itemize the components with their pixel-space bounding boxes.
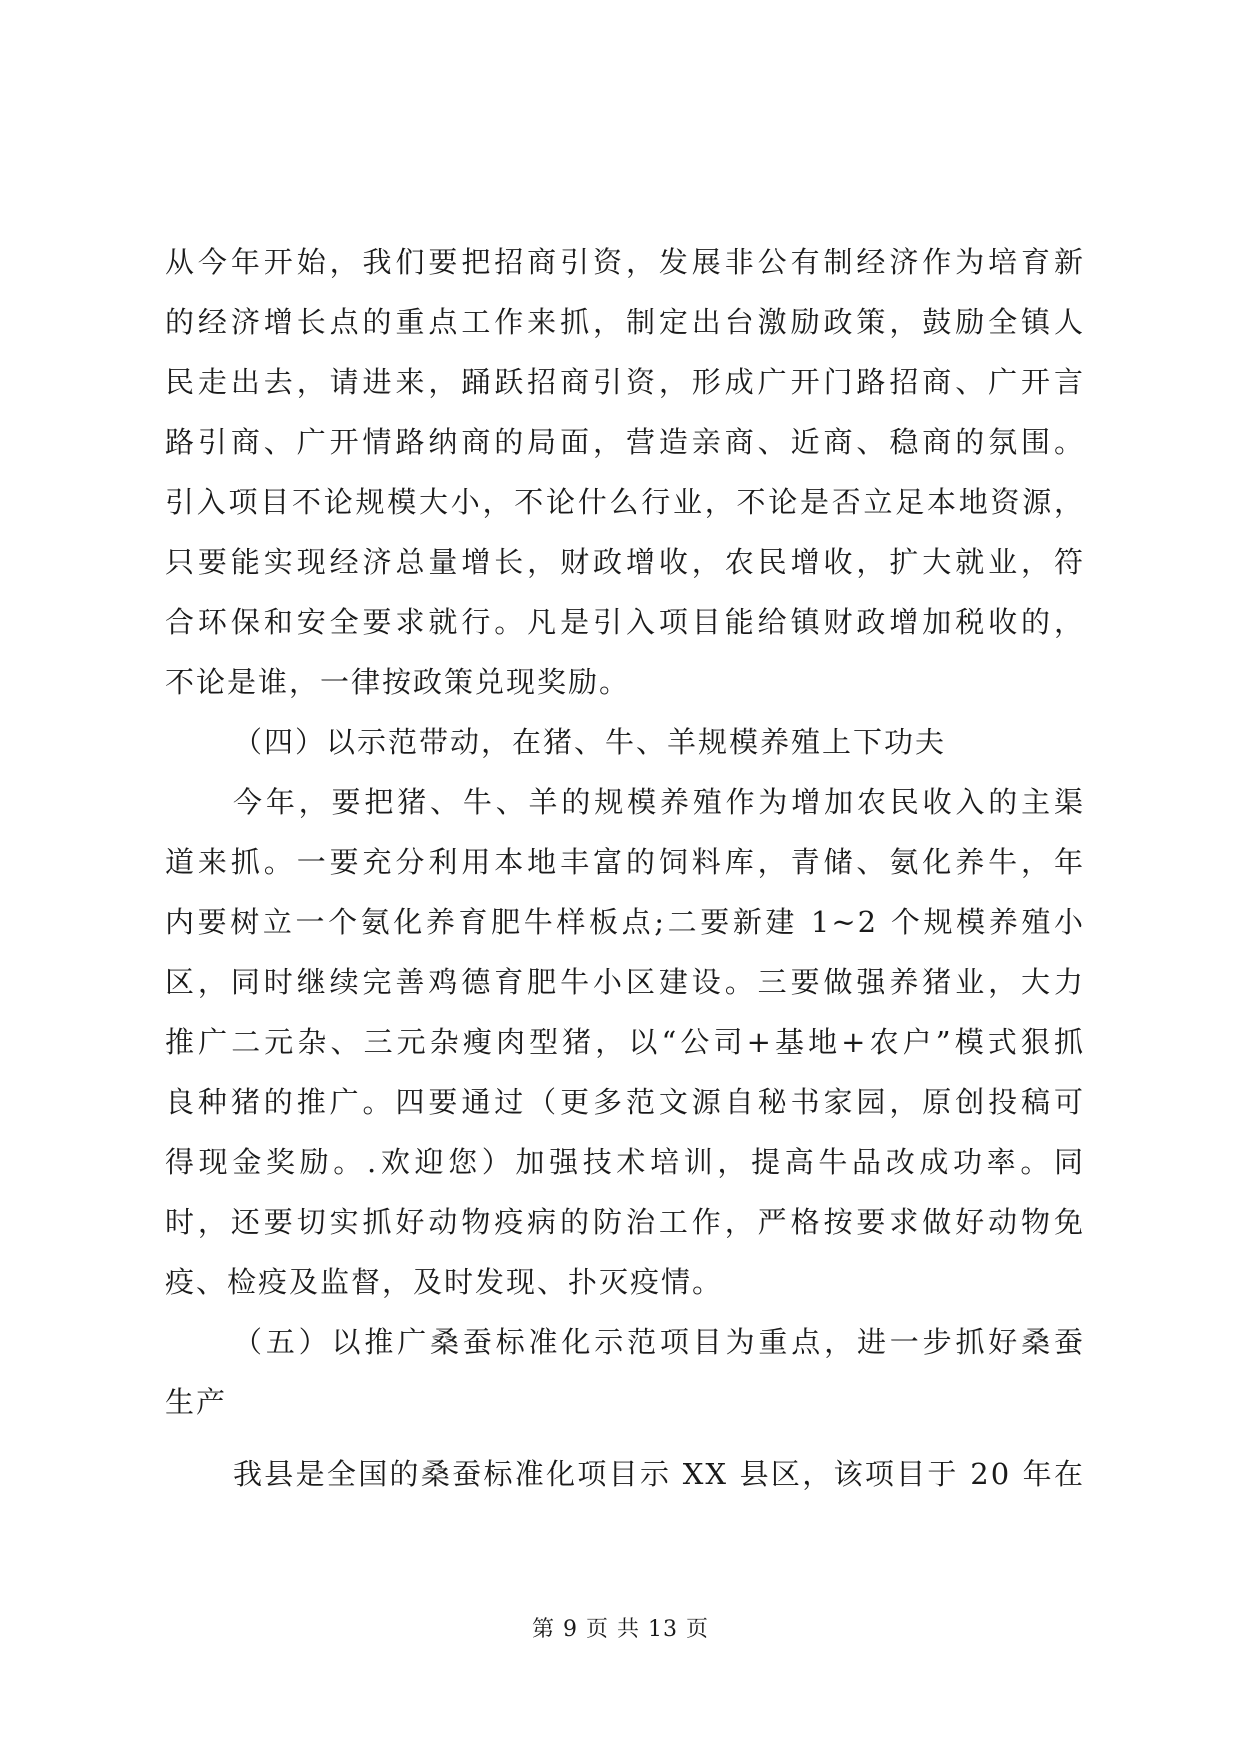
text-line: 内要树立一个氨化养育肥牛样板点;二要新建 1~2 个规模养殖小 <box>165 905 1085 939</box>
section-heading-four <box>165 712 1085 772</box>
text-line: 疫、检疫及监督，及时发现、扑灭疫情。 <box>165 1265 724 1299</box>
text-line: 从今年开始，我们要把招商引资，发展非公有制经济作为培育新 <box>165 245 1085 279</box>
text-line: 的经济增长点的重点工作来抓，制定出台激励政策，鼓励全镇人 <box>165 305 1085 339</box>
text-line: 路引商、广开情路纳商的局面，营造亲商、近商、稳商的氛围。 <box>165 425 1085 459</box>
page-number-footer: 第 9 页 共 13 页 <box>532 1617 709 1642</box>
text-line: 良种猪的推广。四要通过（更多范文源自秘书家园，原创投稿可 <box>165 1085 1085 1119</box>
text-line: 今年，要把猪、牛、羊的规模养殖作为增加农民收入的主渠 <box>233 785 1085 819</box>
paragraph-livestock <box>165 772 1085 1312</box>
text-line: 我县是全国的桑蚕标准化项目示 XX 县区，该项目于 20 年在 <box>233 1457 1085 1491</box>
heading-line: （五）以推广桑蚕标准化示范项目为重点，进一步抓好桑蚕 <box>233 1325 1085 1359</box>
text-line: 合环保和安全要求就行。凡是引入项目能给镇财政增加税收的， <box>165 605 1085 639</box>
heading-line: （四）以示范带动，在猪、牛、羊规模养殖上下功夫 <box>233 725 947 759</box>
text-line: 时，还要切实抓好动物疫病的防治工作，严格按要求做好动物免 <box>165 1205 1085 1239</box>
text-line: 民走出去，请进来，踊跃招商引资，形成广开门路招商、广开言 <box>165 365 1085 399</box>
paragraph-investment <box>165 232 1085 712</box>
text-line: 得现金奖励。.欢迎您）加强技术培训，提高牛品改成功率。同 <box>165 1145 1085 1179</box>
text-line: 不论是谁，一律按政策兑现奖励。 <box>165 665 631 699</box>
text-line: 区，同时继续完善鸡德育肥牛小区建设。三要做强养猪业，大力 <box>165 965 1085 999</box>
text-line: 引入项目不论规模大小，不论什么行业，不论是否立足本地资源， <box>165 485 1085 519</box>
document-body <box>165 232 1085 1504</box>
section-heading-five <box>165 1312 1085 1432</box>
text-line: 道来抓。一要充分利用本地丰富的饲料库，青储、氨化养牛，年 <box>165 845 1085 879</box>
text-line: 推广二元杂、三元杂瘦肉型猪，以“公司+基地+农户”模式狠抓 <box>165 1025 1085 1059</box>
paragraph-sericulture <box>165 1444 1085 1504</box>
heading-line: 生产 <box>165 1385 228 1419</box>
text-line: 只要能实现经济总量增长，财政增收，农民增收，扩大就业，符 <box>165 545 1085 579</box>
